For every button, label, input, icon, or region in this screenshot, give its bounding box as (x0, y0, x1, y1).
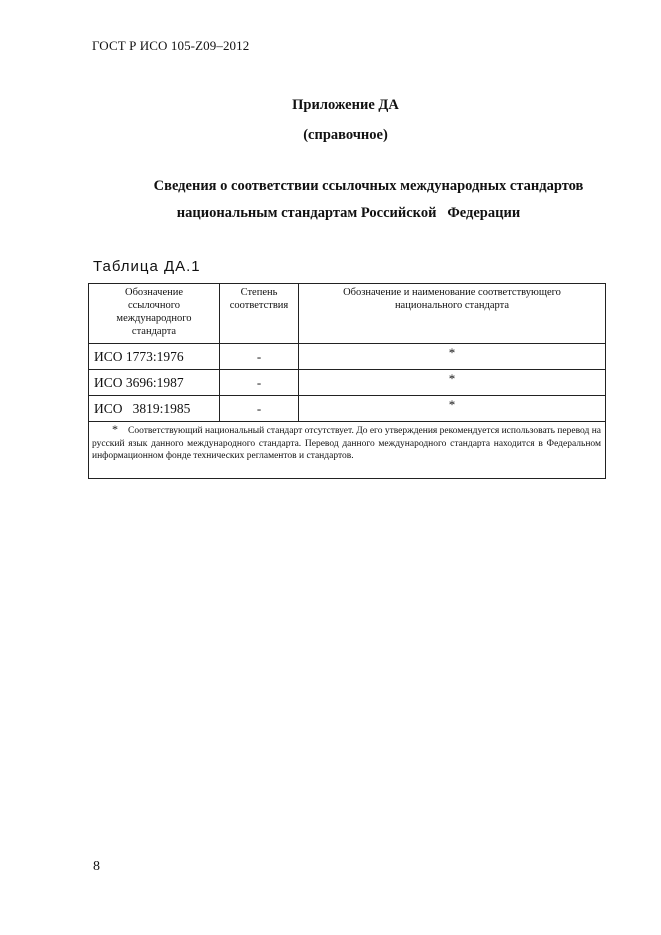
header-conformity-degree-label: Степень соответствия (229, 287, 289, 311)
appendix-subtitle: (справочное) (303, 127, 388, 143)
reference-standards-table (88, 283, 606, 479)
table-caption: Таблица ДА.1 (93, 258, 201, 275)
intl-standard-cell: ИСО 3819:1985 (89, 396, 220, 422)
appendix-title: Приложение ДА (292, 97, 399, 113)
header-conformity-degree (220, 284, 299, 344)
section-heading-line-2: национальным стандартам Российской Федерации (176, 205, 521, 221)
table-row (89, 344, 606, 370)
national-standard-cell: * (299, 370, 606, 396)
section-heading-line-1: Сведения о соответствии ссылочных международных стандартов (153, 178, 584, 194)
footnote-text: Соответствующий национальный стандарт отсутствует. До его утверждения рекомендуется использовать перевод на русский язык данного международного стандарта. Перевод данного международного стандарта находится в Федеральном информационном фонде технических регламентов и стандартов. (92, 426, 601, 461)
document-header-code: ГОСТ Р ИСО 105-Z09–2012 (92, 38, 250, 53)
header-intl-standard-label: Обозначение ссылочного международного стандарта (116, 287, 192, 337)
table-header-row (89, 284, 606, 344)
conformity-cell: - (220, 370, 299, 396)
header-national-standard (299, 284, 606, 344)
table-row (89, 396, 606, 422)
national-standard-cell: * (299, 396, 606, 422)
conformity-cell: - (220, 344, 299, 370)
footnote-mark: * (112, 422, 118, 436)
intl-standard-cell: ИСО 3696:1987 (89, 370, 220, 396)
conformity-cell: - (220, 396, 299, 422)
table-footnote-row (89, 422, 606, 479)
table-footnote (89, 422, 606, 479)
intl-standard-cell: ИСО 1773:1976 (89, 344, 220, 370)
page-number: 8 (93, 859, 100, 874)
national-standard-cell: * (299, 344, 606, 370)
table-row (89, 370, 606, 396)
header-national-standard-label: Обозначение и наименование соответствующего национального стандарта (343, 287, 561, 311)
header-intl-standard (89, 284, 220, 344)
